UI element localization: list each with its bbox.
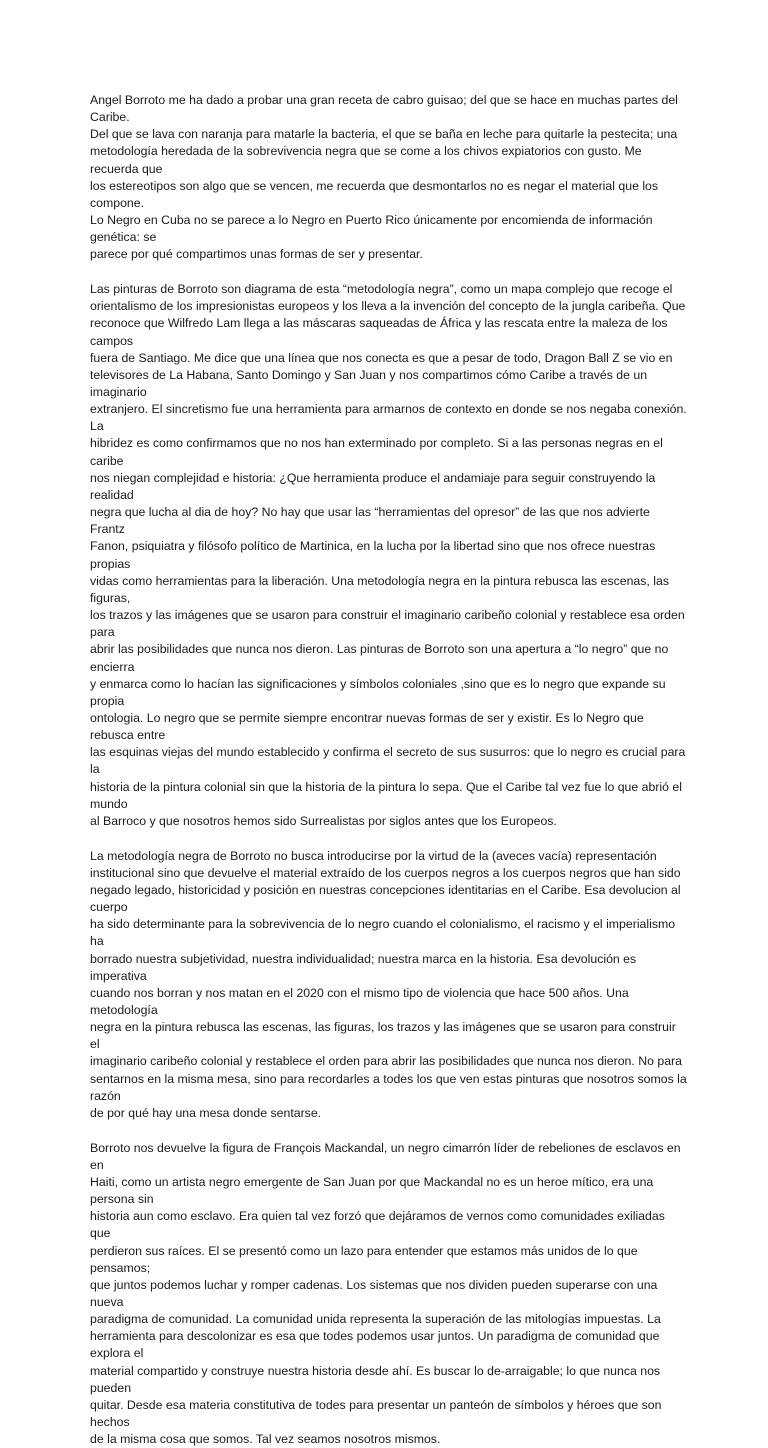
paragraph-3: La metodología negra de Borroto no busca introducirse por la virtud de la (aveces vacía) representación institucional sino que devuelve el material extraído de los cuerpos negros a los cuerpos negros que han sido negado legado, historicidad y posición en nuestras concepciones identitarias en el Caribe. Esa devolucion al cuerpo ha sido determinante para la sobrevivencia de lo negro cuando el colonialismo, el racismo y el imperialismo ha borrado nuestra subjetividad, nuestra individualidad; nuestra marca en la historia. Esa devolución es imperativa cuando nos borran y nos matan en el 2020 con el mismo tipo de violencia que hace 500 años. Una metodología negra en la pintura rebusca las escenas, las figuras, los trazos y las imágenes que se usaron para construir el imaginario caribeño colonial y restablece el orden para abrir las posibilidades que nunca nos dieron. No para sentarnos en la misma mesa, sino para recordarles a todes los que ven estas pinturas que nosotros somos la razón de por qué hay una mesa donde sentarse. [90, 848, 687, 1120]
paragraph-2: Las pinturas de Borroto son diagrama de esta “metodología negra”, como un mapa complejo que recoge el orientalismo de los impresionistas europeos y los lleva a la invención del concepto de la jungla caribeña. Que reconoce que Wilfredo Lam llega a las máscaras saqueadas de África y las rescata entre la maleza de los campos fuera de Santiago. Me dice que una línea que nos conecta es que a pesar de todo, Dragon Ball Z se vio en televisores de La Habana, Santo Domingo y San Juan y nos compartimos cómo Caribe a través de un imaginario extranjero. El sincretismo fue una herramienta para armarnos de contexto en donde se nos negaba conexión. La hibridez es como confirmamos que no nos han exterminado por completo. Si a las personas negras en el caribe nos niegan complejidad e historia: ¿Que herramienta produce el andamiaje para seguir construyendo la realidad negra que lucha al dia de hoy? No hay que usar las “herramientas del opresor” de las que nos advierte Frantz Fanon, psiquiatra y filósofo político de Martinica, en la lucha por la libertad sino que nos ofrece nuestras propias vidas como herramientas para la liberación. Una metodología negra en la pintura rebusca las escenas, las figuras, los trazos y las imágenes que se usaron para construir el imaginario caribeño colonial y restablece esa orden para abrir las posibilidades que nunca nos dieron. Las pinturas de Borroto son una apertura a “lo negro” que no encierra y enmarca como lo hacían las significaciones y símbolos coloniales ,sino que es lo negro que expande su propia ontologia. Lo negro que se permite siempre encontrar nuevas formas de ser y existir. Es lo Negro que rebusca entre las esquinas viejas del mundo establecido y confirma el secreto de sus susurros: que lo negro es crucial para la historia de la pintura colonial sin que la historia de la pintura lo sepa. Que el Caribe tal vez fue lo que abrió el mundo al Barroco y que nosotros hemos sido Surrealistas por siglos antes que los Europeos. [90, 282, 687, 828]
document-body [90, 92, 688, 1448]
paragraph-4: Borroto nos devuelve la figura de François Mackandal, un negro cimarrón líder de rebeliones de esclavos en en Haiti, como un artista negro emergente de San Juan por que Mackandal no es un heroe mítico, era una persona sin historia aun como esclavo. Era quien tal vez forzó que dejáramos de vernos como comunidades exiliadas que perdieron sus raíces. El se presentó como un lazo para entender que estamos más unidos de lo que pensamos; que juntos podemos luchar y romper cadenas. Los sistemas que nos dividen pueden superarse con una nueva paradigma de comunidad. La comunidad unida representa la superación de las mitologías impuestas. La herramienta para descolonizar es esa que todes podemos usar juntos. Un paradigma de comunidad que explora el material compartido y construye nuestra historia desde ahí. Es buscar lo de-arraigable; lo que nunca nos pueden quitar. Desde esa materia constitutiva de todes para presentar un panteón de símbolos y héroes que son hechos de la misma cosa que somos. Tal vez seamos nosotros mismos. [90, 1140, 681, 1447]
paragraph-1: Angel Borroto me ha dado a probar una gran receta de cabro guisao; del que se hace en muchas partes del Caribe. Del que se lava con naranja para matarle la bacteria, el que se baña en leche para quitarle la pestecita; una metodología heredada de la sobrevivencia negra que se come a los chivos expiatorios con gusto. Me recuerda que los estereotipos son algo que se vencen, me recuerda que desmontarlos no es negar el material que los compone. Lo Negro en Cuba no se parece a lo Negro en Puerto Rico únicamente por encomienda de información genética: se parece por qué compartimos unas formas de ser y presentar. [90, 93, 678, 262]
